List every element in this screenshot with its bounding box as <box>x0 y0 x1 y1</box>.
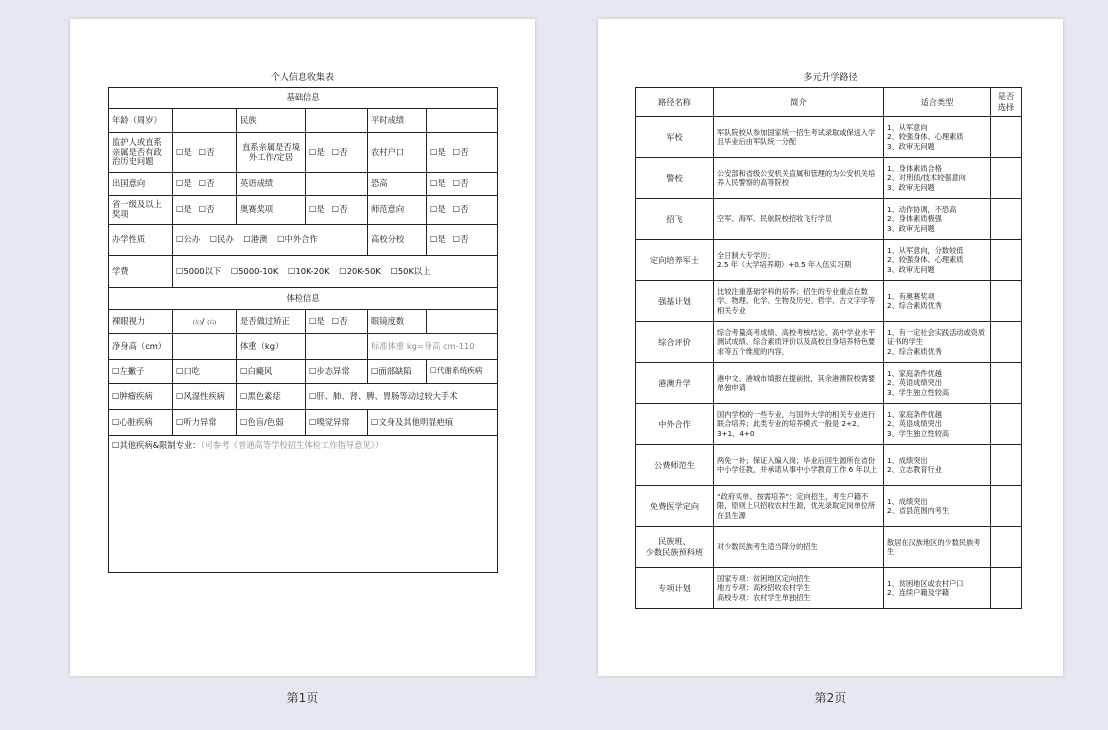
label-net-height: 净身高（cm） <box>109 334 173 360</box>
pathway-intro: 国家专项：贫困地区定向招生 地方专项：高校招收农村学生 高校专项：农村学生单独招生 <box>714 568 884 609</box>
pathway-name: 公费师范生 <box>636 445 714 486</box>
pathway-fit: 1、家庭条件优越 2、英语成绩突出 3、学生独立性较高 <box>884 404 991 445</box>
label-ethnicity: 民族 <box>237 109 306 133</box>
section-health: 体检信息 <box>109 288 498 310</box>
pathway-intro: 军队院校从参加国家统一招生考试录取或保送入学且毕业后由军队统一分配 <box>714 117 884 158</box>
age-value[interactable] <box>173 109 237 133</box>
pathway-select-cell[interactable] <box>991 404 1022 445</box>
label-english: 英语成绩 <box>237 173 306 196</box>
other-conditions[interactable]: ☐ 其他疾病&限制专业：（可参考《普通高等学校招生体检工作指导意见》） <box>109 436 498 573</box>
page-2-label: 第2页 <box>814 691 847 705</box>
pathway-intro: 国内学校的一些专业，与国外大学的相关专业进行联合培养；此类专业的培养模式一般是 2+2、3+1、4+0 <box>714 404 884 445</box>
pathway-select-cell[interactable] <box>991 240 1022 281</box>
pathway-name: 军校 <box>636 117 714 158</box>
table-row <box>636 527 1022 568</box>
label-abroad: 出国意向 <box>109 173 173 196</box>
label-age: 年龄（周岁） <box>109 109 173 133</box>
table-row <box>636 158 1022 199</box>
pathway-intro: 比较注重基础学科的培养；招生的专业重点在数学、物理、化学、生物及历史、哲学、古文字学等相关专业 <box>714 281 884 322</box>
table-row <box>636 404 1022 445</box>
cond-checkbox[interactable]: ☐ 步态异常 <box>306 360 368 384</box>
label-awards: 省一级及以上奖项 <box>109 196 173 225</box>
height-fear-checkboxes[interactable]: ☐ 是☐ 否 <box>427 173 498 196</box>
table-row <box>636 568 1022 609</box>
cond-checkbox[interactable]: ☐ 肿瘤疾病 <box>109 384 173 410</box>
label-tuition: 学费 <box>109 256 173 288</box>
olympiad-checkboxes[interactable]: ☐ 是☐ 否 <box>306 196 368 225</box>
english-value[interactable] <box>306 173 368 196</box>
guardian-checkboxes[interactable]: ☐ 是☐ 否 <box>173 133 237 173</box>
cond-checkbox[interactable]: ☐ 嗅觉异常 <box>306 410 368 436</box>
page-1-title: 个人信息收集表 <box>270 73 334 83</box>
pathway-select-cell[interactable] <box>991 486 1022 527</box>
pathway-select-cell[interactable] <box>991 527 1022 568</box>
corrected-checkboxes[interactable]: ☐ 是☐ 否 <box>306 310 368 334</box>
pathway-fit: 1、身体素质合格 2、对刑侦/技术较强意向 3、政审无问题 <box>884 158 991 199</box>
table-row <box>636 486 1022 527</box>
label-guardian: 监护人或直系亲属是否有政治历史问题 <box>109 133 173 173</box>
header-name: 路径名称 <box>636 88 714 117</box>
pathway-intro: 综合考量高考成绩、高校考核结论、高中学业水平测试成绩、综合素质评价以及高校自身培养特色要求等五个维度的内容， <box>714 322 884 363</box>
checkbox-icon[interactable] <box>390 266 397 276</box>
pathway-intro: 对少数民族考生适当降分的招生 <box>714 527 884 568</box>
net-height-value[interactable] <box>173 334 237 360</box>
pathway-rows <box>636 117 1022 609</box>
header-intro: 简介 <box>714 88 884 117</box>
pathway-select-cell[interactable] <box>991 158 1022 199</box>
table-row <box>636 281 1022 322</box>
pathway-fit: 1、贫困地区或农村户口 2、连续户籍及学籍 <box>884 568 991 609</box>
pathway-intro: 公安部和省级公安机关直属和管理的为公安机关培养人民警察的高等院校 <box>714 158 884 199</box>
teacher-checkboxes[interactable]: ☐ 是☐ 否 <box>427 196 498 225</box>
cond-checkbox[interactable]: ☐ 代谢系统疾病 <box>427 360 498 384</box>
pathway-fit: 1、从军意向 2、较强身体、心理素质 3、政审无问题 <box>884 117 991 158</box>
pathway-select-cell[interactable] <box>991 199 1022 240</box>
pathway-name: 港澳升学 <box>636 363 714 404</box>
pathway-name: 中外合作 <box>636 404 714 445</box>
checkbox-icon[interactable] <box>243 234 250 244</box>
cond-checkbox[interactable]: ☐ 风湿性疾病 <box>173 384 237 410</box>
cond-checkbox[interactable]: ☐ 白癜风 <box>237 360 306 384</box>
pathway-select-cell[interactable] <box>991 363 1022 404</box>
hukou-checkboxes[interactable]: ☐ 是☐ 否 <box>427 133 498 173</box>
weight-value[interactable] <box>306 334 368 360</box>
school-type-options[interactable]: ☐ 公办 ☐ 民办 ☐ 港澳 ☐ 中外合作 <box>173 225 368 256</box>
std-weight-hint: 标准体重 kg=身高 cm-110 <box>368 334 498 360</box>
ethnicity-value[interactable] <box>306 109 368 133</box>
cond-checkbox[interactable]: ☐ 黑色素痣 <box>237 384 306 410</box>
awards-checkboxes[interactable]: ☐ 是☐ 否 <box>173 196 237 225</box>
cond-checkbox[interactable]: ☐ 口吃 <box>173 360 237 384</box>
pathway-intro: 空军、海军、民航院校招收飞行学员 <box>714 199 884 240</box>
cond-checkbox[interactable]: ☐ 心脏疾病 <box>109 410 173 436</box>
pathway-name: 专项计划 <box>636 568 714 609</box>
page-2 <box>598 19 1063 676</box>
pathway-name: 招飞 <box>636 199 714 240</box>
cond-checkbox[interactable]: ☐ 文身及其他明显疤痕 <box>368 410 498 436</box>
pathway-intro: 港中文、港城市填报在提前批，其余港澳院校需要单独申请 <box>714 363 884 404</box>
pathway-name: 免费医学定向 <box>636 486 714 527</box>
pathway-intro: “政府买单、按需培养”；定向招生，考生户籍不限，原则上只招收农村生源，优先录取定岗单位所在县生源 <box>714 486 884 527</box>
pathway-name: 综合评价 <box>636 322 714 363</box>
pathway-fit: 1、从军意向，分数较低 2、较强身体、心理素质 3、政审无问题 <box>884 240 991 281</box>
abroad-checkboxes[interactable]: ☐ 是☐ 否 <box>173 173 237 196</box>
label-corrected: 是否做过矫正 <box>237 310 306 334</box>
cond-checkbox[interactable]: ☐ 左撇子 <box>109 360 173 384</box>
pathway-fit: 1、家庭条件优越 2、英语成绩突出 3、学生独立性较高 <box>884 363 991 404</box>
pathway-fit: 散居在汉族地区的少数民族考生 <box>884 527 991 568</box>
cond-checkbox[interactable]: ☐ 色盲/色弱 <box>237 410 306 436</box>
label-grades: 平时成绩 <box>368 109 427 133</box>
label-school-type: 办学性质 <box>109 225 173 256</box>
header-select: 是否选择 <box>991 88 1022 117</box>
pathway-name: 民族班、 少数民族预科班 <box>636 527 714 568</box>
cond-checkbox[interactable]: ☐ 听力异常 <box>173 410 237 436</box>
vision-value[interactable]: (左)/ (右) <box>173 310 237 334</box>
cond-checkbox[interactable]: ☐ 面部缺陷 <box>368 360 427 384</box>
other-conditions-note: （可参考《普通高等学校招生体检工作指导意见》） <box>200 440 384 450</box>
cond-checkbox[interactable]: ☐ 肝、肺、肾、脾、胃肠等动过较大手术 <box>306 384 498 410</box>
label-glasses: 眼镜度数 <box>368 310 427 334</box>
pathway-table <box>635 87 1022 609</box>
pathway-intro: 全日制大专学历； 2.5 年（大学培养期）+0.5 年入伍实习期 <box>714 240 884 281</box>
pathway-fit: 1、动作协调，不恐高 2、身体素质极强 3、政审无问题 <box>884 199 991 240</box>
section-basic: 基础信息 <box>109 88 498 109</box>
table-row <box>636 363 1022 404</box>
label-weight: 体重（kg） <box>237 334 306 360</box>
pathway-select-cell[interactable] <box>991 568 1022 609</box>
pathway-fit: 1、有一定社会实践活动或资质证书的学生 2、综合素质优秀 <box>884 322 991 363</box>
table-row <box>636 445 1022 486</box>
pathway-fit: 1、有奥赛奖项 2、综合素质优秀 <box>884 281 991 322</box>
pathway-name: 定向培养军士 <box>636 240 714 281</box>
pathway-fit: 1、成绩突出 2、立志教育行业 <box>884 445 991 486</box>
tuition-options[interactable]: ☐ 5000以下 ☐ 5000-10K ☐ 10K-20K ☐ 20K-50K ☐ 50K以上 <box>173 256 498 288</box>
table-row <box>636 322 1022 363</box>
table-row <box>636 240 1022 281</box>
pathway-name: 警校 <box>636 158 714 199</box>
relative-checkboxes[interactable]: ☐ 是☐ 否 <box>306 133 368 173</box>
pathway-select-cell[interactable] <box>991 322 1022 363</box>
pathway-select-cell[interactable] <box>991 445 1022 486</box>
pathway-intro: 两免一补；保证入编入岗；毕业后回生源所在省份中小学任教，并承诺从事中小学教育工作 6 年以上 <box>714 445 884 486</box>
table-row <box>636 117 1022 158</box>
branch-checkboxes[interactable]: ☐ 是☐ 否 <box>427 225 498 256</box>
label-hukou: 农村户口 <box>368 133 427 173</box>
checkbox-icon[interactable] <box>430 366 437 375</box>
label-branch: 高校分校 <box>368 225 427 256</box>
pathway-name: 强基计划 <box>636 281 714 322</box>
label-olympiad: 奥赛奖项 <box>237 196 306 225</box>
page-1 <box>70 19 535 676</box>
header-fit: 适合类型 <box>884 88 991 117</box>
label-naked-vision: 裸眼视力 <box>109 310 173 334</box>
label-teacher: 师范意向 <box>368 196 427 225</box>
checkbox-icon[interactable] <box>277 234 284 244</box>
pathway-select-cell[interactable] <box>991 117 1022 158</box>
grades-value[interactable] <box>427 109 498 133</box>
glasses-value[interactable] <box>427 310 498 334</box>
label-relative-abroad: 直系亲属是否境外工作/定居 <box>237 133 306 173</box>
table-row <box>636 199 1022 240</box>
info-form-table <box>108 87 498 573</box>
pathway-fit: 1、成绩突出 2、省县范围内考生 <box>884 486 991 527</box>
checkbox-icon[interactable] <box>339 266 346 276</box>
page-2-title: 多元升学路径 <box>803 73 858 83</box>
label-height-fear: 恐高 <box>368 173 427 196</box>
pathway-select-cell[interactable] <box>991 281 1022 322</box>
page-1-label: 第1页 <box>286 691 319 705</box>
